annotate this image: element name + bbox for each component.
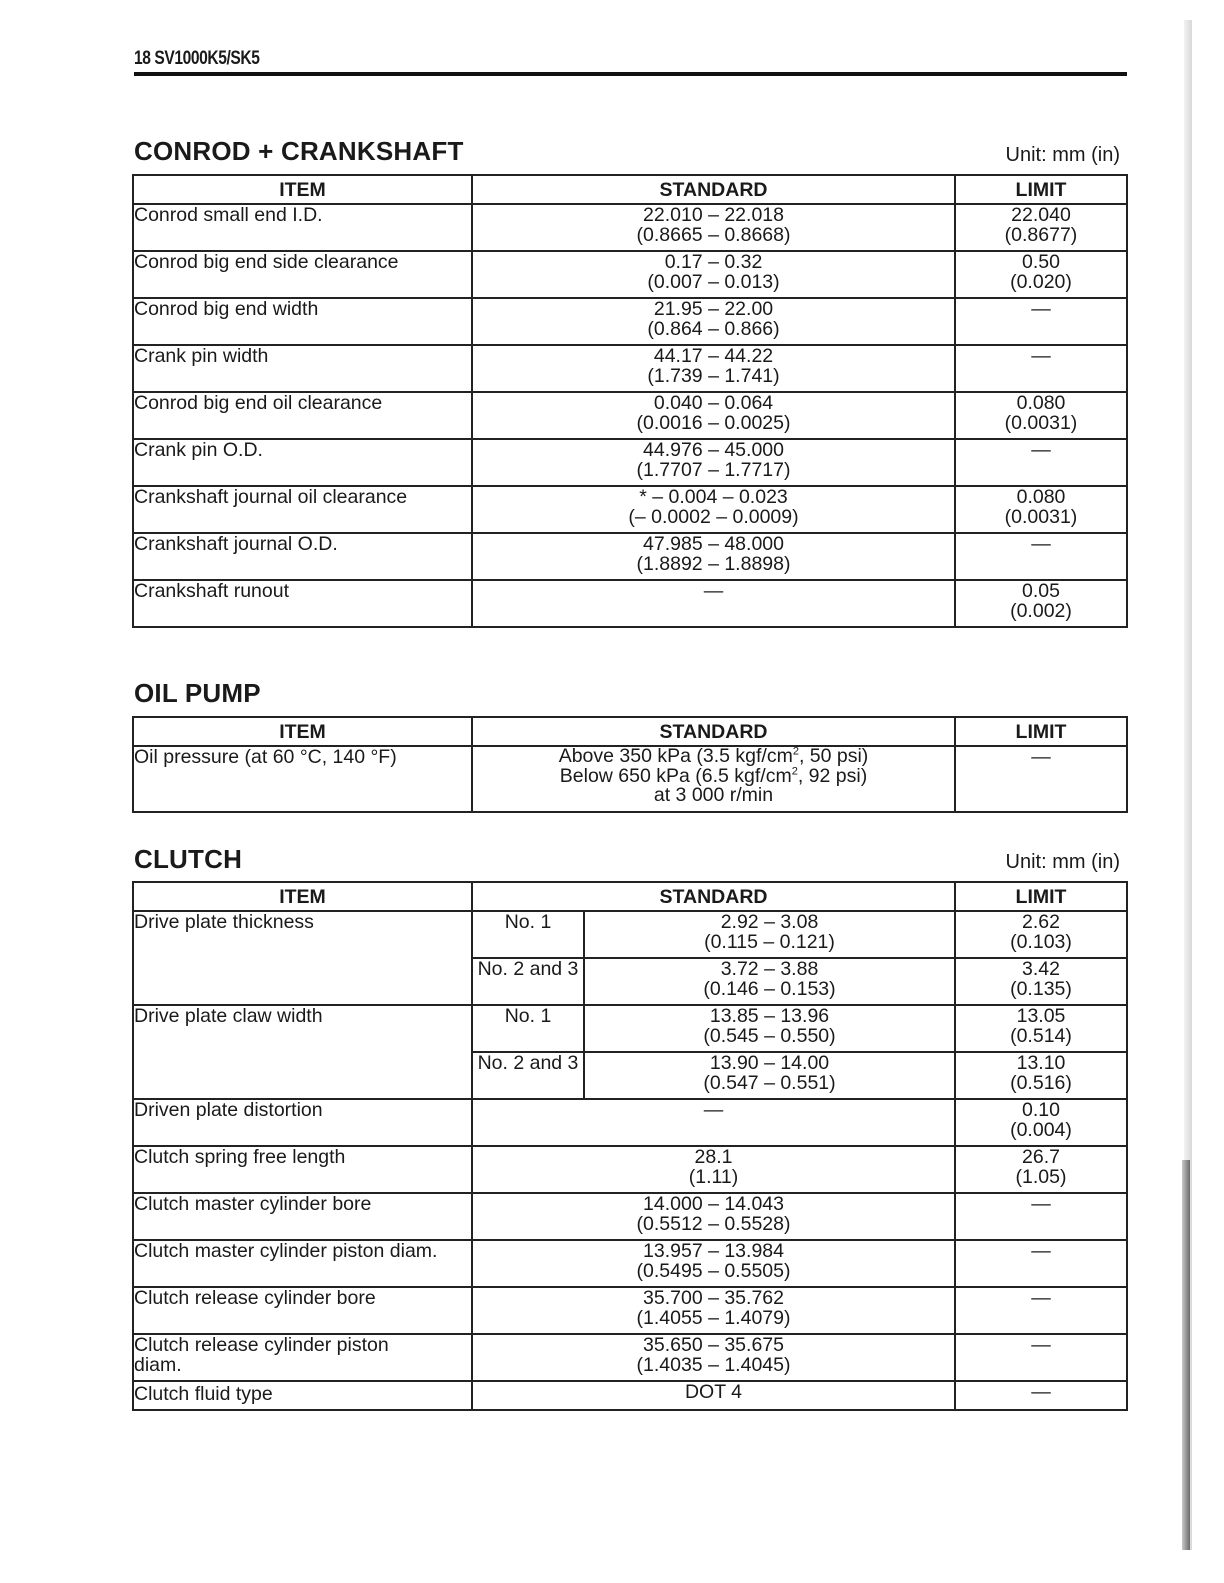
unit-label-conrod: Unit: mm (in) — [1005, 144, 1120, 166]
item-cell: Conrod big end side clearance — [133, 251, 472, 298]
table-row — [133, 392, 1127, 439]
table-row — [133, 204, 1127, 251]
limit-cell: — — [955, 533, 1127, 580]
col-header-standard: STANDARD — [472, 717, 955, 746]
sub-item-cell: No. 2 and 3 — [472, 1052, 584, 1099]
standard-cell: 13.957 – 13.984 (0.5495 – 0.5505) — [472, 1240, 955, 1287]
item-cell: Conrod big end width — [133, 298, 472, 345]
item-cell: Crankshaft journal O.D. — [133, 533, 472, 580]
header-rule — [134, 72, 1127, 76]
item-cell: Clutch release cylinder bore — [133, 1287, 472, 1334]
limit-cell: — — [955, 345, 1127, 392]
limit-cell: — — [955, 298, 1127, 345]
table-row — [133, 533, 1127, 580]
col-header-standard: STANDARD — [472, 882, 955, 911]
table-row — [133, 1146, 1127, 1193]
item-cell: Drive plate claw width — [133, 1005, 472, 1099]
standard-cell: * – 0.004 – 0.023 (– 0.0002 – 0.0009) — [472, 486, 955, 533]
standard-cell: 14.000 – 14.043 (0.5512 – 0.5528) — [472, 1193, 955, 1240]
table-row — [133, 298, 1127, 345]
table-row — [133, 486, 1127, 533]
table-row — [133, 1381, 1127, 1410]
limit-cell: — — [955, 439, 1127, 486]
item-cell: Conrod big end oil clearance — [133, 392, 472, 439]
table-row — [133, 580, 1127, 627]
table-row — [133, 439, 1127, 486]
item-cell: Oil pressure (at 60 °C, 140 °F) — [133, 746, 472, 812]
limit-cell: 0.50 (0.020) — [955, 251, 1127, 298]
table-row — [133, 1193, 1127, 1240]
limit-cell: — — [955, 1334, 1127, 1381]
table-row — [133, 251, 1127, 298]
section-title-clutch: CLUTCH — [134, 844, 243, 874]
standard-cell: — — [472, 1099, 955, 1146]
limit-cell: 26.7 (1.05) — [955, 1146, 1127, 1193]
limit-cell: 0.05 (0.002) — [955, 580, 1127, 627]
standard-cell: 44.976 – 45.000 (1.7707 – 1.7717) — [472, 439, 955, 486]
standard-cell: 3.72 – 3.88 (0.146 – 0.153) — [584, 958, 955, 1005]
item-cell: Clutch spring free length — [133, 1146, 472, 1193]
col-header-limit: LIMIT — [955, 717, 1127, 746]
table-row — [133, 1005, 1127, 1052]
standard-cell: 47.985 – 48.000 (1.8892 – 1.8898) — [472, 533, 955, 580]
item-cell: Crank pin O.D. — [133, 439, 472, 486]
standard-cell: — — [472, 580, 955, 627]
standard-cell: Above 350 kPa (3.5 kgf/$cm^2$, 50 psi) Below 650 kPa (6.5 kgf/$cm^2$, 92 psi) at 3 000 r/min — [472, 746, 955, 812]
item-cell: Crank pin width — [133, 345, 472, 392]
page-header: 18 SV1000K5/SK5 — [134, 48, 260, 69]
standard-cell: 35.700 – 35.762 (1.4055 – 1.4079) — [472, 1287, 955, 1334]
col-header-limit: LIMIT — [955, 175, 1127, 204]
limit-cell: — — [955, 1240, 1127, 1287]
limit-cell: 22.040 (0.8677) — [955, 204, 1127, 251]
standard-cell: 0.17 – 0.32 (0.007 – 0.013) — [472, 251, 955, 298]
table-row — [133, 345, 1127, 392]
col-header-standard: STANDARD — [472, 175, 955, 204]
clutch-table — [132, 881, 1128, 1411]
item-cell: Clutch fluid type — [133, 1381, 472, 1410]
item-cell: Crankshaft runout — [133, 580, 472, 627]
col-header-item: ITEM — [133, 882, 472, 911]
item-cell: Driven plate distortion — [133, 1099, 472, 1146]
sub-item-cell: No. 1 — [472, 911, 584, 958]
section-title-conrod: CONROD + CRANKSHAFT — [134, 136, 464, 166]
unit-label-clutch: Unit: mm (in) — [1005, 851, 1120, 873]
limit-cell: 0.080 (0.0031) — [955, 486, 1127, 533]
standard-cell: 0.040 – 0.064 (0.0016 – 0.0025) — [472, 392, 955, 439]
item-cell: Conrod small end I.D. — [133, 204, 472, 251]
standard-cell: 21.95 – 22.00 (0.864 – 0.866) — [472, 298, 955, 345]
table-header-row — [133, 175, 1127, 204]
item-cell: Crankshaft journal oil clearance — [133, 486, 472, 533]
limit-cell: — — [955, 1381, 1127, 1410]
table-header-row — [133, 717, 1127, 746]
standard-cell: 22.010 – 22.018 (0.8665 – 0.8668) — [472, 204, 955, 251]
standard-cell: 13.90 – 14.00 (0.547 – 0.551) — [584, 1052, 955, 1099]
item-cell: Drive plate thickness — [133, 911, 472, 1005]
limit-cell: 2.62 (0.103) — [955, 911, 1127, 958]
standard-cell: DOT 4 — [472, 1381, 955, 1410]
limit-cell: 0.080 (0.0031) — [955, 392, 1127, 439]
sub-item-cell: No. 2 and 3 — [472, 958, 584, 1005]
standard-cell: 2.92 – 3.08 (0.115 – 0.121) — [584, 911, 955, 958]
col-header-item: ITEM — [133, 717, 472, 746]
limit-cell: — — [955, 1287, 1127, 1334]
section-title-oil-pump: OIL PUMP — [134, 678, 261, 708]
table-row — [133, 1287, 1127, 1334]
table-row — [133, 1099, 1127, 1146]
col-header-item: ITEM — [133, 175, 472, 204]
table-row — [133, 1240, 1127, 1287]
limit-cell: — — [955, 1193, 1127, 1240]
standard-cell: 44.17 – 44.22 (1.739 – 1.741) — [472, 345, 955, 392]
limit-cell: 13.10 (0.516) — [955, 1052, 1127, 1099]
item-cell: Clutch release cylinder piston diam. — [133, 1334, 472, 1381]
standard-cell: 35.650 – 35.675 (1.4035 – 1.4045) — [472, 1334, 955, 1381]
oil-pump-table — [132, 716, 1128, 813]
item-cell: Clutch master cylinder piston diam. — [133, 1240, 472, 1287]
page-edge-shadow-dark — [1182, 1160, 1190, 1550]
standard-cell: 13.85 – 13.96 (0.545 – 0.550) — [584, 1005, 955, 1052]
limit-cell: 13.05 (0.514) — [955, 1005, 1127, 1052]
table-header-row — [133, 882, 1127, 911]
table-row — [133, 746, 1127, 812]
item-cell: Clutch master cylinder bore — [133, 1193, 472, 1240]
standard-cell: 28.1 (1.11) — [472, 1146, 955, 1193]
col-header-limit: LIMIT — [955, 882, 1127, 911]
limit-cell: 0.10 (0.004) — [955, 1099, 1127, 1146]
limit-cell: 3.42 (0.135) — [955, 958, 1127, 1005]
limit-cell: — — [955, 746, 1127, 812]
table-row — [133, 911, 1127, 958]
conrod-crankshaft-table — [132, 174, 1128, 628]
table-row — [133, 1334, 1127, 1381]
sub-item-cell: No. 1 — [472, 1005, 584, 1052]
